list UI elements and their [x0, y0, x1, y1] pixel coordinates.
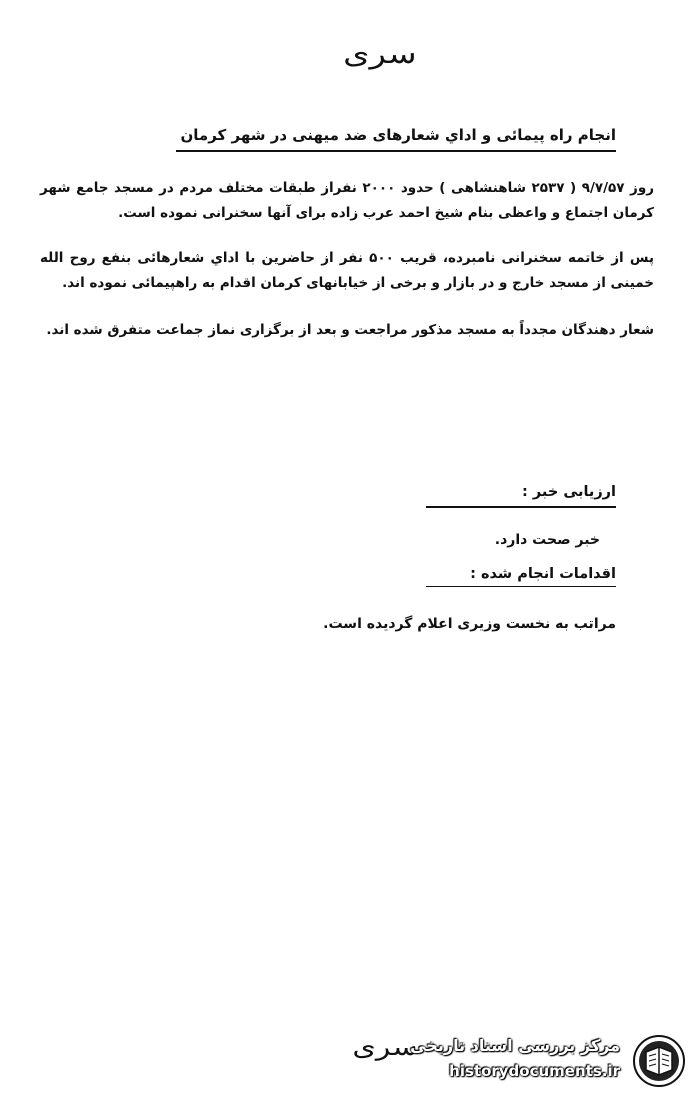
body-paragraph-1: روز ۹/۷/۵۷ ( ۲۵۳۷ شاهنشاهی ) حدود ۲۰۰۰ نفراز طبقات مختلف مردم در مسجد جامع شهر کرمان اجتماع و واعظی بنام شیخ احمد عرب زاده برای آنها سخنرانی نموده است. [40, 180, 654, 221]
evaluation-label [426, 484, 616, 508]
actions-taken-label-text: اقدامات انجام شده [480, 566, 616, 582]
header-classification-stamp: سری [343, 38, 417, 70]
watermark-org-name: مرکز بررسی اسناد تاریخی [410, 1036, 620, 1055]
document-subject: انجام راه پیمائی و اداي شعارهای ضد میهنی در شهر کرمان [176, 126, 616, 152]
actions-taken-value: مراتب به نخست وزیری اعلام گردیده است. [323, 616, 616, 632]
footer-classification-stamp: سری [352, 1033, 418, 1062]
actions-taken-label [426, 566, 616, 587]
body-paragraph-3: شعار دهندگان مجدداً به مسجد مذکور مراجعت و بعد از برگزاری نماز جماعت متفرق شده اند. [46, 322, 654, 338]
history-documents-logo-icon [632, 1034, 686, 1088]
archive-watermark [410, 1032, 692, 1090]
evaluation-label-text: ارزیابی خبر [532, 484, 616, 500]
actions-taken-colon: : [470, 566, 476, 582]
evaluation-value: خبر صحت دارد. [494, 532, 600, 548]
watermark-website: historydocuments.ir [449, 1062, 620, 1080]
evaluation-colon: : [522, 484, 528, 500]
body-paragraph-2: پس از خاتمه سخنرانی نامبرده، قریب ۵۰۰ نفر از حاضرین با اداي شعارهائی بنفع روح الله خمینی از مسجد خارج و در بازار و برخی از خیابانهای کرمان اقدام به راهپیمائی نموده اند. [40, 250, 655, 291]
